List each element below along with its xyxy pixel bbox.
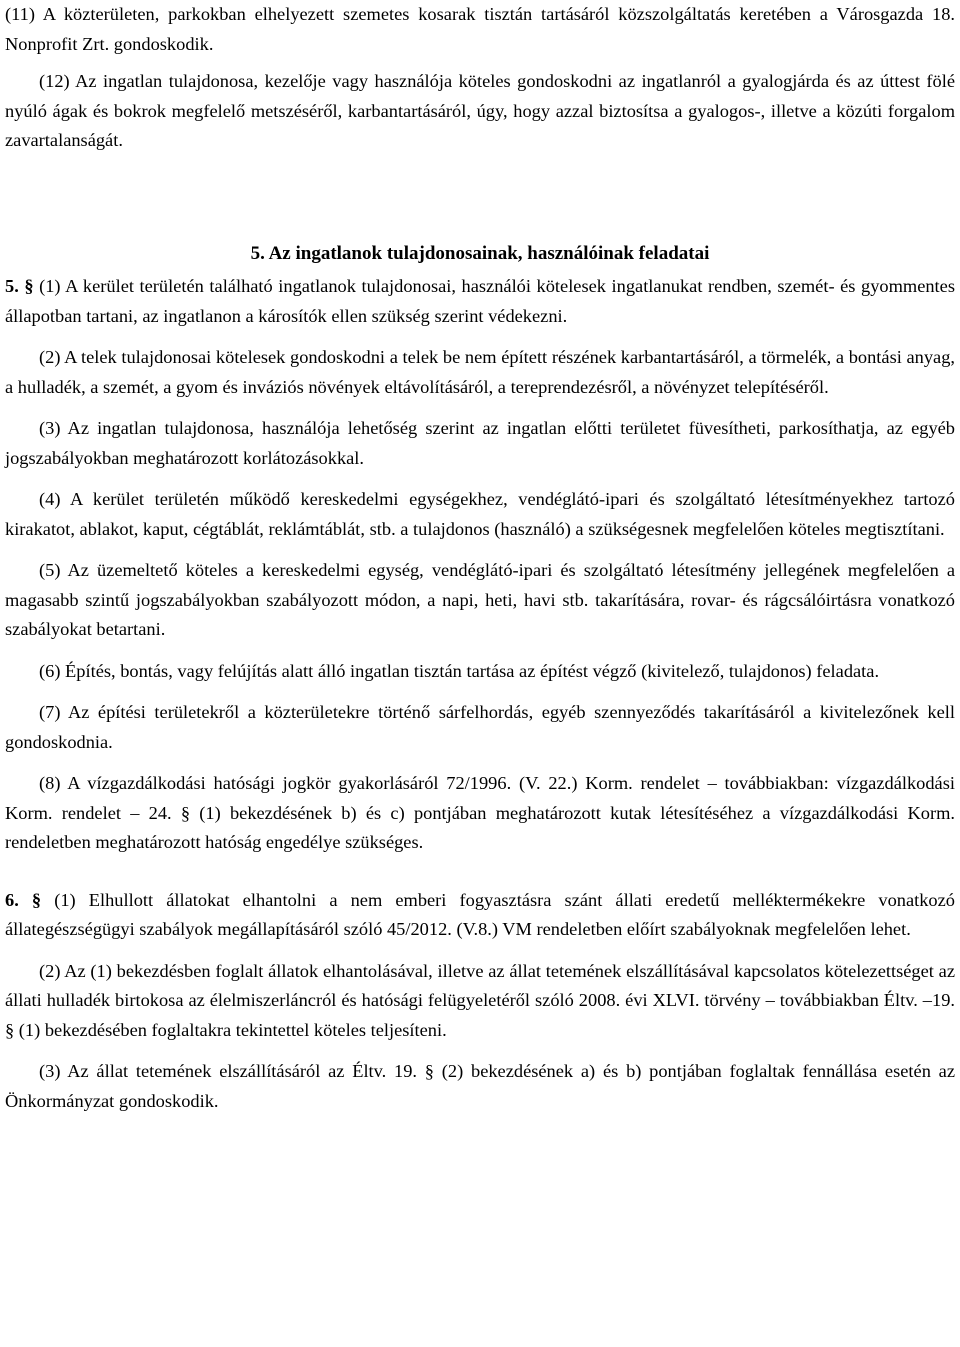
section-6-paragraph-3: (3) Az állat tetemének elszállításáról az Éltv. 19. § (2) bekezdésének a) és b) pontjában foglaltak fennállása esetén az Önkormányzat gondoskodik. bbox=[5, 1061, 955, 1111]
section-5-heading: 5. Az ingatlanok tulajdonosainak, használóinak feladatai bbox=[250, 242, 710, 264]
section-5-paragraph-2: (2) A telek tulajdonosai kötelesek gondoskodni a telek be nem épített részének karbantartásáról, a törmelék, a bontási anyag, a hulladék, a szemét, a gyom és inváziós növények eltávolításáról, a tereprendezésről, a növényzet telepítéséről. bbox=[5, 347, 955, 397]
section-5-paragraph-7: (7) Az építési területekről a közterületekre történő sárfelhordás, egyéb szennyeződés takarításáról a kivitelezőnek kell gondoskodnia. bbox=[5, 702, 955, 752]
section-6-p1-text: (1) Elhullott állatokat elhantolni a nem emberi fogyasztásra szánt állati eredetű melléktermékekre vonatkozó állategészségügyi szabályok megállapításáról szóló 45/2012. (V.8.) VM rendeletben előírt szabályoknak megfelelően lehet. bbox=[5, 889, 955, 939]
section-5-paragraph-3: (3) Az ingatlan tulajdonosa, használója lehetőség szerint az ingatlan előtti területet füvesítheti, parkosíthatja, az egyéb jogszabályokban meghatározott korlátozásokkal. bbox=[5, 418, 955, 468]
section-5-number: 5. § bbox=[5, 276, 34, 296]
paragraph-12: (12) Az ingatlan tulajdonosa, kezelője vagy használója köteles gondoskodni az ingatlanról a gyalogjárda és az úttest fölé nyúló ágak és bokrok megfelelő metszéséről, karbantartásáról, úgy, hogy azzal biztosítsa a gyalogos-, illetve a közúti forgalom zavartalanságát. bbox=[5, 71, 955, 150]
section-5-paragraph-8: (8) A vízgazdálkodási hatósági jogkör gyakorlásáról 72/1996. (V. 22.) Korm. rendelet – továbbiakban: vízgazdálkodási Korm. rendelet – 24. § (1) bekezdésének b) és c) pontjában meghatározott kutak létesítéséhez a vízgazdálkodási Korm. rendeletben meghatározott hatóság engedélye szükséges. bbox=[5, 773, 955, 852]
section-6-number: 6. bbox=[5, 889, 19, 910]
paragraph-11: (11) A közterületen, parkokban elhelyezett szemetes kosarak tisztán tartásáról közszolgáltatás keretében a Városgazda 18. Nonprofit Zrt. gondoskodik. bbox=[5, 4, 955, 54]
section-6-paragraph-2: (2) Az (1) bekezdésben foglalt állatok elhantolásával, illetve az állat tetemének elszállításával kapcsolatos kötelezettséget az állati hulladék birtokosa az élelmiszerláncról és hatósági felügyeletéről szóló 2008. évi XLVI. törvény – továbbiakban Éltv. –19. § (1) bekezdésében foglaltakra tekintettel köteles teljesíteni. bbox=[5, 960, 955, 1040]
section-5-paragraph-1 bbox=[5, 272, 955, 331]
section-5-paragraph-4: (4) A kerület területén működő kereskedelmi egységekhez, vendéglátó-ipari és szolgáltató létesítményekhez tartozó kirakatot, ablakot, kaput, cégtáblát, reklámtáblát, stb. a tulajdonos (használó) a szükségesnek megfelelően köteles megtisztítani. bbox=[5, 489, 955, 539]
section-6-sign: § bbox=[31, 889, 42, 910]
section-5-paragraph-5: (5) Az üzemeltető köteles a kereskedelmi egység, vendéglátó-ipari és szolgáltató létesítmény jellegének megfelelően a magasabb szintű jogszabályokban szabályozott módon, a napi, heti, havi stb. takarítására, rovar- és rágcsálóirtásra vonatkozó szabályokat betartani. bbox=[5, 560, 955, 639]
section-6-paragraph-1 bbox=[5, 886, 955, 945]
section-5-p1-text: (1) A kerület területén található ingatlanok tulajdonosai, használói kötelesek ingatlanukat rendben, szemét- és gyommentes állapotban tartani, az ingatlanon a károsítók ellen szükség szerint védekezni. bbox=[5, 276, 955, 326]
section-5-paragraph-6: (6) Építés, bontás, vagy felújítás alatt álló ingatlan tisztán tartása az építést végző (kivitelező, tulajdonos) feladata. bbox=[39, 660, 880, 681]
